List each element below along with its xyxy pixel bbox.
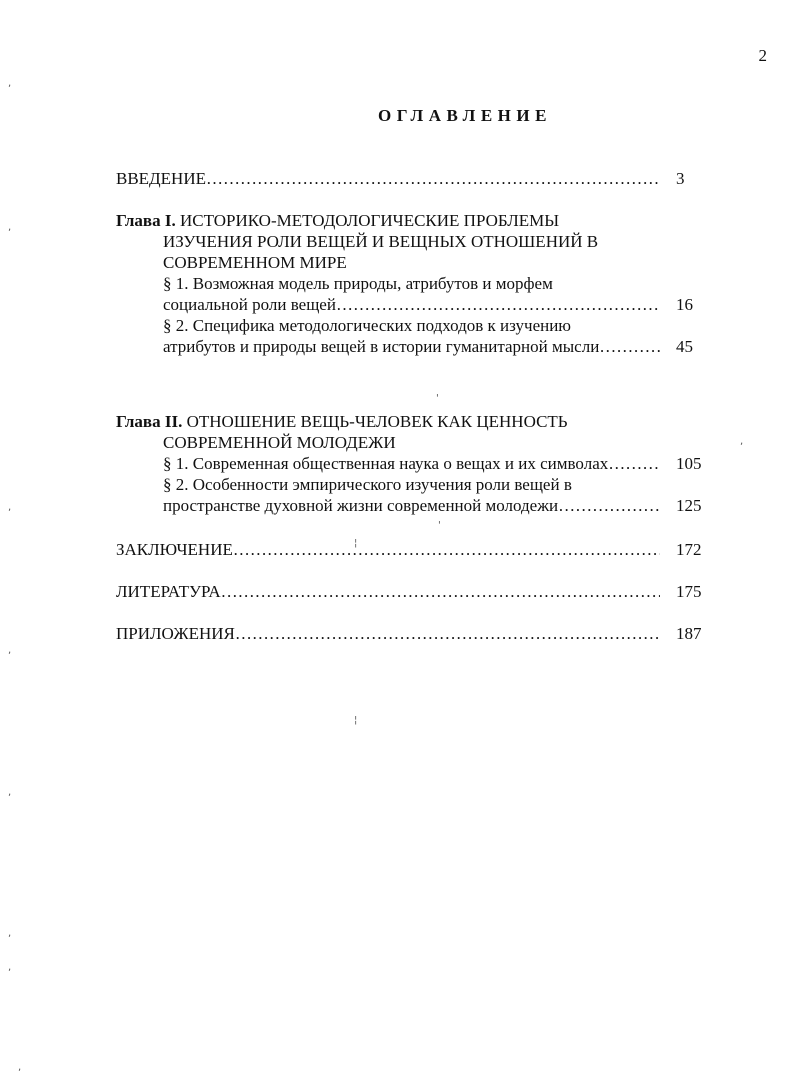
chapter-2-title-line2: СОВРЕМЕННОЙ МОЛОДЕЖИ	[163, 433, 396, 452]
toc-entry-page: 187	[676, 624, 702, 643]
toc-entry-intro[interactable]	[116, 168, 728, 189]
scan-speck: ,	[8, 78, 12, 89]
chapter-1-section-1[interactable]	[116, 273, 728, 315]
page-number: 2	[758, 46, 767, 65]
toc-entry-page: 175	[676, 582, 702, 601]
toc-entry-page: 172	[676, 540, 702, 559]
scan-speck: ,	[8, 928, 12, 939]
section-page: 45	[676, 337, 693, 356]
scan-speck: ,	[8, 222, 12, 233]
section-line2: атрибутов и природы вещей в истории гуманитарной мысли ……………………………………………………………………………………………………………………………………………………………………………………	[163, 336, 660, 357]
toc-entry-label: ЛИТЕРАТУРА ……………………………………………………………………………………………………………………………………………………………………………………	[116, 581, 660, 602]
toc-entry-label: ВВЕДЕНИЕ ……………………………………………………………………………………………………………………………………………………………………………………	[116, 168, 660, 189]
section-line2: пространстве духовной жизни современной молодежи ……………………………………………………………………………………………………………………………………………………………………………………	[163, 495, 660, 516]
section-line1: § 1. Возможная модель природы, атрибутов и морфем	[163, 274, 553, 293]
toc-entry-label: ПРИЛОЖЕНИЯ ……………………………………………………………………………………………………………………………………………………………………………………	[116, 623, 660, 644]
section-line2: социальной роли вещей ……………………………………………………………………………………………………………………………………………………………………………………	[163, 294, 660, 315]
section-line1: § 2. Специфика методологических подходов к изучению	[163, 316, 572, 335]
chapter-1	[116, 210, 728, 357]
section-page: 105	[676, 454, 702, 473]
scan-speck: ,	[8, 787, 12, 798]
section-page: 125	[676, 496, 702, 515]
table-of-contents	[116, 168, 728, 644]
section-line1: § 1. Современная общественная наука о вещах и их символах ……………………………………………………………………………………………………………………………………………………………………………………	[163, 453, 660, 474]
scan-speck: ¦	[354, 715, 358, 726]
chapter-1-title-line3: СОВРЕМЕННОМ МИРЕ	[163, 253, 347, 272]
chapter-2-section-2[interactable]	[116, 474, 728, 516]
chapter-1-prefix: Глава I.	[116, 211, 176, 230]
toc-entry-page: 3	[676, 169, 685, 188]
chapter-1-section-2[interactable]	[116, 315, 728, 357]
chapter-1-title-line2: ИЗУЧЕНИЯ РОЛИ ВЕЩЕЙ И ВЕЩНЫХ ОТНОШЕНИЙ В	[163, 232, 599, 251]
chapter-2-prefix: Глава II.	[116, 412, 183, 431]
toc-entry-literature[interactable]	[116, 581, 728, 602]
chapter-2	[116, 411, 728, 516]
toc-entry-conclusion[interactable]	[116, 539, 728, 560]
chapter-1-title-line1: ИСТОРИКО-МЕТОДОЛОГИЧЕСКИЕ ПРОБЛЕМЫ	[179, 211, 560, 230]
chapter-2-title-line1: ОТНОШЕНИЕ ВЕЩЬ-ЧЕЛОВЕК КАК ЦЕННОСТЬ	[186, 412, 568, 431]
scan-speck: ,	[740, 436, 744, 447]
chapter-2-section-1[interactable]	[116, 453, 728, 474]
scan-speck: ¦	[354, 538, 358, 549]
chapter-1-heading[interactable]	[116, 210, 728, 231]
toc-entry-label: ЗАКЛЮЧЕНИЕ ……………………………………………………………………………………………………………………………………………………………………………………	[116, 539, 660, 560]
chapter-2-heading[interactable]	[116, 411, 728, 432]
section-page: 16	[676, 295, 693, 314]
toc-title: ОГЛАВЛЕНИЕ	[378, 106, 552, 125]
scan-speck: ,	[8, 502, 12, 513]
scan-speck: '	[438, 520, 441, 531]
scan-speck: ,	[18, 1062, 22, 1073]
scan-speck: '	[436, 393, 439, 404]
toc-entry-appendices[interactable]	[116, 623, 728, 644]
scan-speck: ,	[8, 645, 12, 656]
scan-speck: ,	[8, 962, 12, 973]
section-line1: § 2. Особенности эмпирического изучения роли вещей в	[163, 475, 572, 494]
